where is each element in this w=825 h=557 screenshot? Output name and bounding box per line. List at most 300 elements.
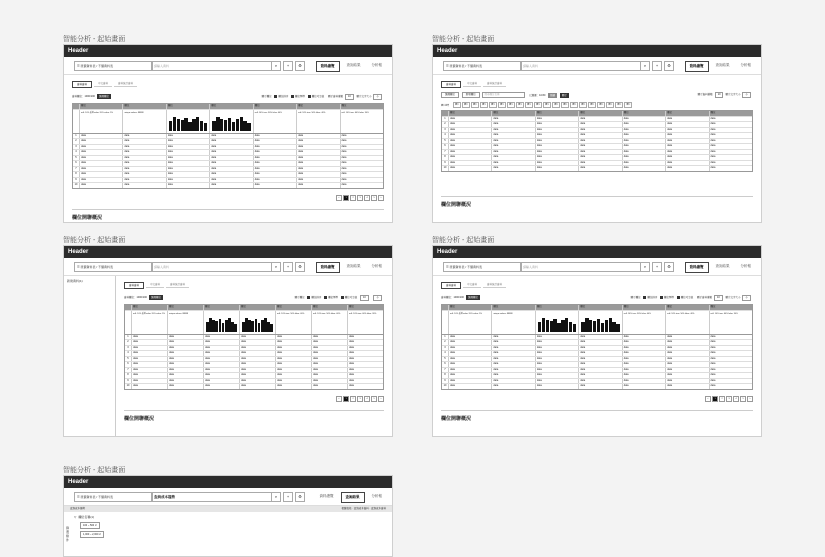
table-cell: data bbox=[240, 340, 276, 345]
table-cell: data bbox=[623, 379, 666, 384]
select-columns-button[interactable]: 選擇欄位 bbox=[150, 296, 161, 299]
table-cell: data bbox=[312, 340, 348, 345]
settings-icon[interactable]: ⚙ bbox=[295, 61, 305, 71]
search-icon[interactable]: ⌕ bbox=[640, 61, 650, 71]
field-nav-item[interactable]: 欄位 bbox=[545, 104, 550, 106]
row-number: 7 bbox=[125, 368, 132, 373]
row-number: 6 bbox=[125, 362, 132, 367]
sub-tab-3[interactable]: 資料統計資料 bbox=[166, 282, 189, 288]
column-header[interactable]: 欄位 bbox=[579, 305, 622, 310]
table-cell: data bbox=[710, 166, 716, 169]
page-button[interactable]: 1 bbox=[343, 195, 349, 201]
tab-analysis[interactable]: 分析報 bbox=[740, 63, 751, 67]
field-nav-item[interactable]: 欄位 bbox=[500, 104, 505, 106]
tab-results[interactable]: 查詢結果 bbox=[346, 264, 361, 268]
column-header[interactable]: 欄位 bbox=[492, 305, 535, 310]
table-cell: data bbox=[349, 367, 354, 371]
table-cell: data bbox=[276, 362, 312, 367]
panel-5 bbox=[63, 466, 393, 557]
row-number: 2 bbox=[442, 122, 449, 127]
table-cell: data bbox=[167, 167, 210, 172]
tab-analysis[interactable]: 分析報 bbox=[371, 63, 382, 67]
related-links[interactable]: 相關表格 · 查詢成本資料 · 查詢成本資料 bbox=[341, 507, 386, 510]
app-window bbox=[63, 245, 393, 437]
table-cell: data bbox=[623, 368, 666, 373]
page-button[interactable]: 4 bbox=[733, 396, 739, 402]
row-number: 8 bbox=[125, 373, 132, 378]
sub-tab-1[interactable]: 資料資料 bbox=[441, 81, 461, 88]
sub-tab-2[interactable]: 中文資料 bbox=[146, 282, 164, 288]
selected-count: 資料欄位：1000/100 bbox=[72, 95, 95, 98]
dataset-select[interactable]: ☰ 原價資料表 / 不價資料表 bbox=[74, 61, 153, 71]
font-select[interactable]: 小 bbox=[742, 295, 751, 301]
row-number-header bbox=[442, 111, 449, 116]
tab-results[interactable]: 查詢結果 bbox=[715, 264, 730, 268]
page-button[interactable]: < bbox=[336, 195, 342, 201]
table-cell: data bbox=[579, 346, 622, 351]
checkbox[interactable] bbox=[291, 95, 294, 98]
add-column-button[interactable]: 新增欄位 bbox=[462, 92, 480, 98]
main bbox=[433, 81, 761, 208]
table-cell: data bbox=[167, 161, 210, 166]
tab-overview[interactable]: 資料總覽 bbox=[685, 262, 709, 273]
page-button[interactable]: 2 bbox=[719, 396, 725, 402]
table-cell: data bbox=[168, 384, 204, 389]
profile-cell bbox=[210, 110, 253, 133]
page-button[interactable]: 4 bbox=[364, 396, 370, 402]
table-cell: data bbox=[666, 144, 709, 149]
field-nav-item[interactable]: 欄位 bbox=[527, 104, 532, 106]
table-cell: data bbox=[710, 138, 716, 142]
field-nav-item[interactable]: 欄位 bbox=[599, 104, 604, 106]
table-cell: data bbox=[710, 367, 716, 371]
table-cell: data bbox=[132, 362, 168, 367]
table-cell: data bbox=[123, 178, 166, 183]
field-nav-item[interactable]: 欄位 bbox=[473, 104, 478, 106]
page-button[interactable]: 2 bbox=[350, 396, 356, 402]
histogram-bar bbox=[196, 117, 199, 131]
table-cell: data bbox=[276, 357, 312, 362]
histogram-bar bbox=[169, 121, 172, 131]
column-header[interactable]: 欄位 bbox=[492, 111, 535, 116]
select-columns-button[interactable]: 選擇欄位 bbox=[467, 296, 478, 299]
search-icon[interactable]: ⌕ bbox=[271, 492, 281, 502]
search-input[interactable]: 請輸入資料 bbox=[151, 262, 272, 272]
display-options bbox=[631, 295, 753, 301]
column-header[interactable]: 欄位 bbox=[132, 305, 168, 310]
column-header[interactable]: 欄位 bbox=[349, 305, 355, 308]
table-cell: data bbox=[492, 122, 535, 127]
table-cell: data bbox=[449, 117, 492, 122]
field-nav-item[interactable]: 欄位 bbox=[563, 104, 568, 106]
tab-analysis[interactable]: 分析報 bbox=[371, 264, 382, 268]
table-cell: data bbox=[536, 128, 579, 133]
profile-cell: null: 10% true: 60% false: 30% bbox=[349, 312, 377, 315]
table-cell: data bbox=[710, 127, 716, 131]
search-bar bbox=[433, 258, 761, 276]
table-cell: data bbox=[276, 368, 312, 373]
table-cell: data bbox=[341, 150, 347, 153]
histogram-bar bbox=[589, 320, 592, 332]
table-cell: data bbox=[449, 139, 492, 144]
checkbox[interactable] bbox=[341, 296, 344, 299]
section-title: 欄位開聯概況 bbox=[124, 410, 384, 422]
table-cell: data bbox=[666, 357, 709, 362]
field-nav-item[interactable]: 欄位 bbox=[482, 104, 487, 106]
table-cell: data bbox=[123, 145, 166, 150]
rows-select[interactable]: 10 bbox=[360, 295, 369, 301]
table-cell: data bbox=[240, 379, 276, 384]
page-button[interactable]: 2 bbox=[350, 195, 356, 201]
sub-tab-2[interactable]: 中文資料 bbox=[463, 81, 481, 87]
sub-tab-1[interactable]: 資料資料 bbox=[441, 282, 461, 289]
row-number: 8 bbox=[442, 373, 449, 378]
column-header[interactable]: 欄位 bbox=[80, 104, 123, 109]
page-button[interactable]: 3 bbox=[726, 396, 732, 402]
column-search-input[interactable]: 搜尋欄位名稱 bbox=[482, 92, 525, 98]
sidebar-item[interactable]: 新建資料(1) bbox=[67, 279, 83, 283]
tab-results[interactable]: 查詢結果 bbox=[346, 63, 361, 67]
page-button[interactable]: 3 bbox=[357, 195, 363, 201]
panel-3 bbox=[63, 236, 393, 437]
table-cell: data bbox=[168, 346, 204, 351]
profile-cell bbox=[536, 311, 579, 334]
table-cell: data bbox=[297, 139, 340, 144]
table-cell: data bbox=[254, 167, 297, 172]
settings-icon[interactable]: ⚙ bbox=[664, 262, 674, 272]
table-cell: data bbox=[710, 122, 716, 125]
page-button[interactable]: > bbox=[747, 396, 753, 402]
column-header[interactable]: 欄位 bbox=[579, 111, 622, 116]
table-cell: data bbox=[297, 167, 340, 172]
table-cell: data bbox=[80, 178, 123, 183]
search-icon[interactable]: ⌕ bbox=[640, 262, 650, 272]
font-select[interactable]: 小 bbox=[742, 92, 751, 98]
histogram bbox=[581, 318, 619, 332]
field-nav-item[interactable]: 欄位 bbox=[617, 104, 622, 106]
column-header[interactable]: 欄位 bbox=[449, 305, 492, 310]
page-button[interactable]: 5 bbox=[371, 195, 377, 201]
table-cell: data bbox=[240, 335, 276, 340]
table-cell: data bbox=[312, 362, 348, 367]
table-cell: data bbox=[666, 346, 709, 351]
table-cell: data bbox=[204, 351, 240, 356]
sub-tab-3[interactable]: 資料統計資料 bbox=[483, 81, 506, 87]
histogram-bar bbox=[538, 322, 541, 332]
column-header[interactable]: 欄位 bbox=[449, 111, 492, 116]
row-number: 1 bbox=[442, 335, 449, 340]
font-select[interactable]: 小 bbox=[373, 295, 382, 301]
table-cell: data bbox=[276, 384, 312, 389]
tab-analysis[interactable]: 分析報 bbox=[371, 494, 382, 498]
search-icon[interactable]: ⌕ bbox=[271, 262, 281, 272]
column-header[interactable]: 欄位 bbox=[312, 305, 348, 310]
page-button[interactable]: 5 bbox=[740, 396, 746, 402]
column-header[interactable]: 欄位 bbox=[297, 104, 340, 109]
main bbox=[64, 512, 392, 552]
profile-cell: null: 10% 重複value: 20% value: 5% bbox=[80, 110, 123, 133]
add-button[interactable]: + bbox=[652, 61, 662, 71]
table-cell: data bbox=[449, 335, 492, 340]
checkbox[interactable] bbox=[308, 95, 311, 98]
histogram-bar bbox=[550, 321, 553, 332]
range-chip[interactable]: 1,000 ~ 2,000 ✗ bbox=[80, 531, 104, 538]
range-chip[interactable]: 100 ~ 500 ✗ bbox=[80, 522, 100, 529]
add-button[interactable]: + bbox=[283, 262, 293, 272]
table-cell: data bbox=[579, 144, 622, 149]
table-cell: data bbox=[210, 161, 253, 166]
table-cell: data bbox=[536, 362, 579, 367]
checkbox[interactable] bbox=[660, 296, 663, 299]
histogram-bar bbox=[181, 120, 184, 131]
table-cell: data bbox=[254, 183, 297, 188]
profile-cell: null: 10% true: 50% false: 40% bbox=[666, 311, 709, 334]
profile-cell: null: 10% true: 60% false: 30% bbox=[341, 111, 369, 114]
field-nav-item[interactable]: 欄位 bbox=[455, 104, 460, 106]
field-nav-item[interactable]: 欄位 bbox=[491, 104, 496, 106]
option-label: 欄位可空值 bbox=[680, 296, 694, 299]
table-cell: data bbox=[492, 368, 535, 373]
hide-toggle[interactable]: 隱藏 bbox=[550, 93, 556, 97]
field-nav-item[interactable]: 欄位 bbox=[581, 104, 586, 106]
table-cell: data bbox=[312, 351, 348, 356]
sub-tab-3[interactable]: 資料統計資料 bbox=[114, 81, 137, 87]
histogram-bar bbox=[612, 322, 615, 332]
table-cell: data bbox=[297, 134, 340, 139]
add-button[interactable]: + bbox=[652, 262, 662, 272]
dataset-select[interactable]: ☰ 原價資料表 / 不價資料表 bbox=[74, 262, 153, 272]
rows-label: 顯示資料筆數 bbox=[327, 95, 343, 98]
add-button[interactable]: + bbox=[283, 492, 293, 502]
table-cell: data bbox=[254, 145, 297, 150]
search-input[interactable]: 請輸入資料 bbox=[151, 61, 272, 71]
select-columns-button[interactable]: 選擇欄位 bbox=[441, 92, 459, 98]
column-header[interactable]: 欄位 bbox=[210, 104, 253, 109]
column-header[interactable]: 欄位 bbox=[536, 111, 579, 116]
rows-select[interactable]: 10 bbox=[715, 92, 724, 98]
table-cell: data bbox=[276, 373, 312, 378]
page-button[interactable]: > bbox=[378, 396, 384, 402]
dataset-select[interactable]: ☰ 原價資料表 / 不價資料表 bbox=[443, 262, 522, 272]
header: Header bbox=[433, 246, 761, 258]
settings-icon[interactable]: ⚙ bbox=[664, 61, 674, 71]
header: Header bbox=[433, 45, 761, 57]
column-header[interactable]: 欄位 bbox=[254, 104, 297, 109]
tab-overview[interactable]: 資料總覽 bbox=[685, 61, 709, 72]
column-header[interactable]: 欄位 bbox=[276, 305, 312, 310]
table-row[interactable] bbox=[442, 166, 752, 171]
table-cell: data bbox=[168, 351, 204, 356]
table-row[interactable] bbox=[73, 183, 383, 188]
tab-results[interactable]: 查詢結果 bbox=[341, 492, 365, 503]
checkbox[interactable] bbox=[677, 296, 680, 299]
settings-icon[interactable]: ⚙ bbox=[295, 492, 305, 502]
table-cell: data bbox=[168, 373, 204, 378]
histogram-bar bbox=[593, 321, 596, 332]
table-cell: data bbox=[666, 133, 709, 138]
table-cell: data bbox=[297, 156, 340, 161]
field-nav-item[interactable]: 欄位 bbox=[536, 104, 541, 106]
page-button[interactable]: 1 bbox=[343, 396, 349, 402]
profile-cell bbox=[240, 311, 276, 334]
row-number: 7 bbox=[73, 167, 80, 172]
grid-controls bbox=[441, 293, 753, 302]
table-cell: data bbox=[666, 166, 709, 171]
search-input[interactable]: 請輸入資料 bbox=[520, 61, 641, 71]
tab-overview[interactable]: 資料總覽 bbox=[319, 494, 334, 498]
font-select[interactable]: 小 bbox=[373, 94, 382, 100]
table-row[interactable] bbox=[125, 384, 383, 389]
row-number: 1 bbox=[125, 335, 132, 340]
table-cell: data bbox=[666, 139, 709, 144]
table-cell: data bbox=[80, 167, 123, 172]
table-cell: data bbox=[492, 155, 535, 160]
table-cell: data bbox=[536, 351, 579, 356]
sub-tab-2[interactable]: 中文資料 bbox=[463, 282, 481, 288]
column-header[interactable]: 欄位 bbox=[168, 305, 204, 310]
checkbox[interactable] bbox=[643, 296, 646, 299]
histogram-bar bbox=[557, 323, 560, 331]
panel-title: 智能分析 - 起始畫面 bbox=[432, 36, 495, 43]
table-cell: data bbox=[341, 144, 347, 148]
row-number: 10 bbox=[125, 384, 132, 389]
histogram-bar bbox=[601, 323, 604, 331]
pagination bbox=[116, 396, 384, 402]
table-cell: data bbox=[536, 155, 579, 160]
table-cell: data bbox=[623, 373, 666, 378]
settings-icon[interactable]: ⚙ bbox=[295, 262, 305, 272]
field-nav-item[interactable]: 欄位 bbox=[626, 104, 631, 106]
table-cell: data bbox=[710, 378, 716, 382]
column-header[interactable]: 欄位 bbox=[623, 111, 666, 116]
histogram-bar bbox=[220, 119, 223, 131]
table-cell: data bbox=[297, 161, 340, 166]
search-input[interactable]: 請輸入資料 bbox=[520, 262, 641, 272]
column-header[interactable]: 欄位 bbox=[167, 104, 210, 109]
table-cell: data bbox=[710, 160, 716, 164]
table-cell: data bbox=[579, 335, 622, 340]
sub-tab-1[interactable]: 資料資料 bbox=[124, 282, 144, 289]
histogram-bar bbox=[585, 318, 588, 331]
column-header[interactable]: 欄位 bbox=[710, 305, 716, 308]
column-header[interactable]: 欄位 bbox=[536, 305, 579, 310]
column-header[interactable]: 欄位 bbox=[623, 305, 666, 310]
header: Header bbox=[64, 45, 392, 57]
page-button[interactable]: 3 bbox=[357, 396, 363, 402]
table-cell: data bbox=[666, 379, 709, 384]
page-button[interactable]: < bbox=[336, 396, 342, 402]
table-cell: data bbox=[167, 183, 210, 188]
search-icon[interactable]: ⌕ bbox=[271, 61, 281, 71]
table-cell: data bbox=[666, 122, 709, 127]
dataset-select[interactable]: ☰ 原價資料表 / 不價資料表 bbox=[443, 61, 522, 71]
table-cell: data bbox=[254, 150, 297, 155]
table-cell: data bbox=[297, 145, 340, 150]
tab-analysis[interactable]: 分析報 bbox=[740, 264, 751, 268]
column-header[interactable]: 欄位 bbox=[710, 111, 716, 114]
table-row[interactable] bbox=[442, 384, 752, 389]
main bbox=[64, 81, 392, 221]
column-header[interactable]: 欄位 bbox=[204, 305, 240, 310]
checkbox[interactable] bbox=[324, 296, 327, 299]
sub-tab-2[interactable]: 中文資料 bbox=[94, 81, 112, 87]
page-button[interactable]: < bbox=[705, 396, 711, 402]
profile-cell bbox=[167, 110, 210, 133]
field-nav-item[interactable]: 欄位 bbox=[464, 104, 469, 106]
page-button[interactable]: 4 bbox=[364, 195, 370, 201]
table-cell: data bbox=[536, 384, 579, 389]
tab-overview[interactable]: 資料總覽 bbox=[316, 262, 340, 273]
checkbox[interactable] bbox=[274, 95, 277, 98]
checkbox[interactable] bbox=[307, 296, 310, 299]
table-cell: data bbox=[168, 362, 204, 367]
column-header[interactable]: 欄位 bbox=[666, 305, 709, 310]
table-cell: data bbox=[168, 335, 204, 340]
rows-select[interactable]: 10 bbox=[714, 295, 723, 301]
display-label: 顯示欄位 bbox=[630, 296, 641, 299]
table-cell: data bbox=[341, 172, 347, 175]
table-cell: data bbox=[449, 351, 492, 356]
filter-icon: ▽ bbox=[74, 515, 77, 519]
column-header[interactable]: 欄位 bbox=[666, 111, 709, 116]
sub-tab-3[interactable]: 資料統計資料 bbox=[483, 282, 506, 288]
select-columns-button[interactable]: 選擇欄位 bbox=[98, 95, 109, 98]
table-cell: data bbox=[492, 128, 535, 133]
table-cell: data bbox=[254, 134, 297, 139]
column-header[interactable]: 欄位 bbox=[341, 104, 347, 107]
histogram-bar bbox=[609, 318, 612, 332]
field-nav-item[interactable]: 欄位 bbox=[509, 104, 514, 106]
tab-overview[interactable]: 資料總覽 bbox=[316, 61, 340, 72]
panel-title: 智能分析 - 起始畫面 bbox=[63, 467, 126, 474]
rows-select[interactable]: 10 bbox=[345, 94, 354, 100]
field-nav-item[interactable]: 欄位 bbox=[554, 104, 559, 106]
table-cell: data bbox=[254, 172, 297, 177]
histogram-bar bbox=[243, 121, 246, 131]
column-header[interactable]: 欄位 bbox=[240, 305, 276, 310]
field-nav-item[interactable]: 欄位 bbox=[572, 104, 577, 106]
dataset-select[interactable]: ☰ 原價資料表 / 不價資料表 bbox=[74, 492, 153, 502]
show-toggle[interactable]: 顯示 bbox=[561, 93, 567, 97]
table-cell: data bbox=[536, 335, 579, 340]
field-nav-item[interactable]: 欄位 bbox=[590, 104, 595, 106]
table-cell: data bbox=[210, 139, 253, 144]
sub-tab-1[interactable]: 資料資料 bbox=[72, 81, 92, 88]
tab-results[interactable]: 查詢結果 bbox=[715, 63, 730, 67]
table-cell: data bbox=[536, 117, 579, 122]
column-header[interactable]: 欄位 bbox=[123, 104, 166, 109]
page-button[interactable]: > bbox=[378, 195, 384, 201]
search-input[interactable]: 查詢成本趨勢 bbox=[151, 492, 272, 502]
table-cell: data bbox=[254, 178, 297, 183]
option-label: 欄位類型 bbox=[295, 95, 306, 98]
display-label: 顯示欄位 bbox=[294, 296, 305, 299]
field-nav-item[interactable]: 欄位 bbox=[518, 104, 523, 106]
table-cell: data bbox=[536, 166, 579, 171]
page-button[interactable]: 1 bbox=[712, 396, 718, 402]
app-window bbox=[432, 245, 762, 437]
add-button[interactable]: + bbox=[283, 61, 293, 71]
table-cell: data bbox=[132, 357, 168, 362]
page-button[interactable]: 5 bbox=[371, 396, 377, 402]
table-cell: data bbox=[666, 373, 709, 378]
row-number: 6 bbox=[73, 161, 80, 166]
field-nav-item[interactable]: 欄位 bbox=[608, 104, 613, 106]
table-cell: data bbox=[623, 117, 666, 122]
row-number-header bbox=[73, 104, 80, 109]
panel-title: 智能分析 - 起始畫面 bbox=[432, 237, 495, 244]
row-number: 2 bbox=[125, 340, 132, 345]
